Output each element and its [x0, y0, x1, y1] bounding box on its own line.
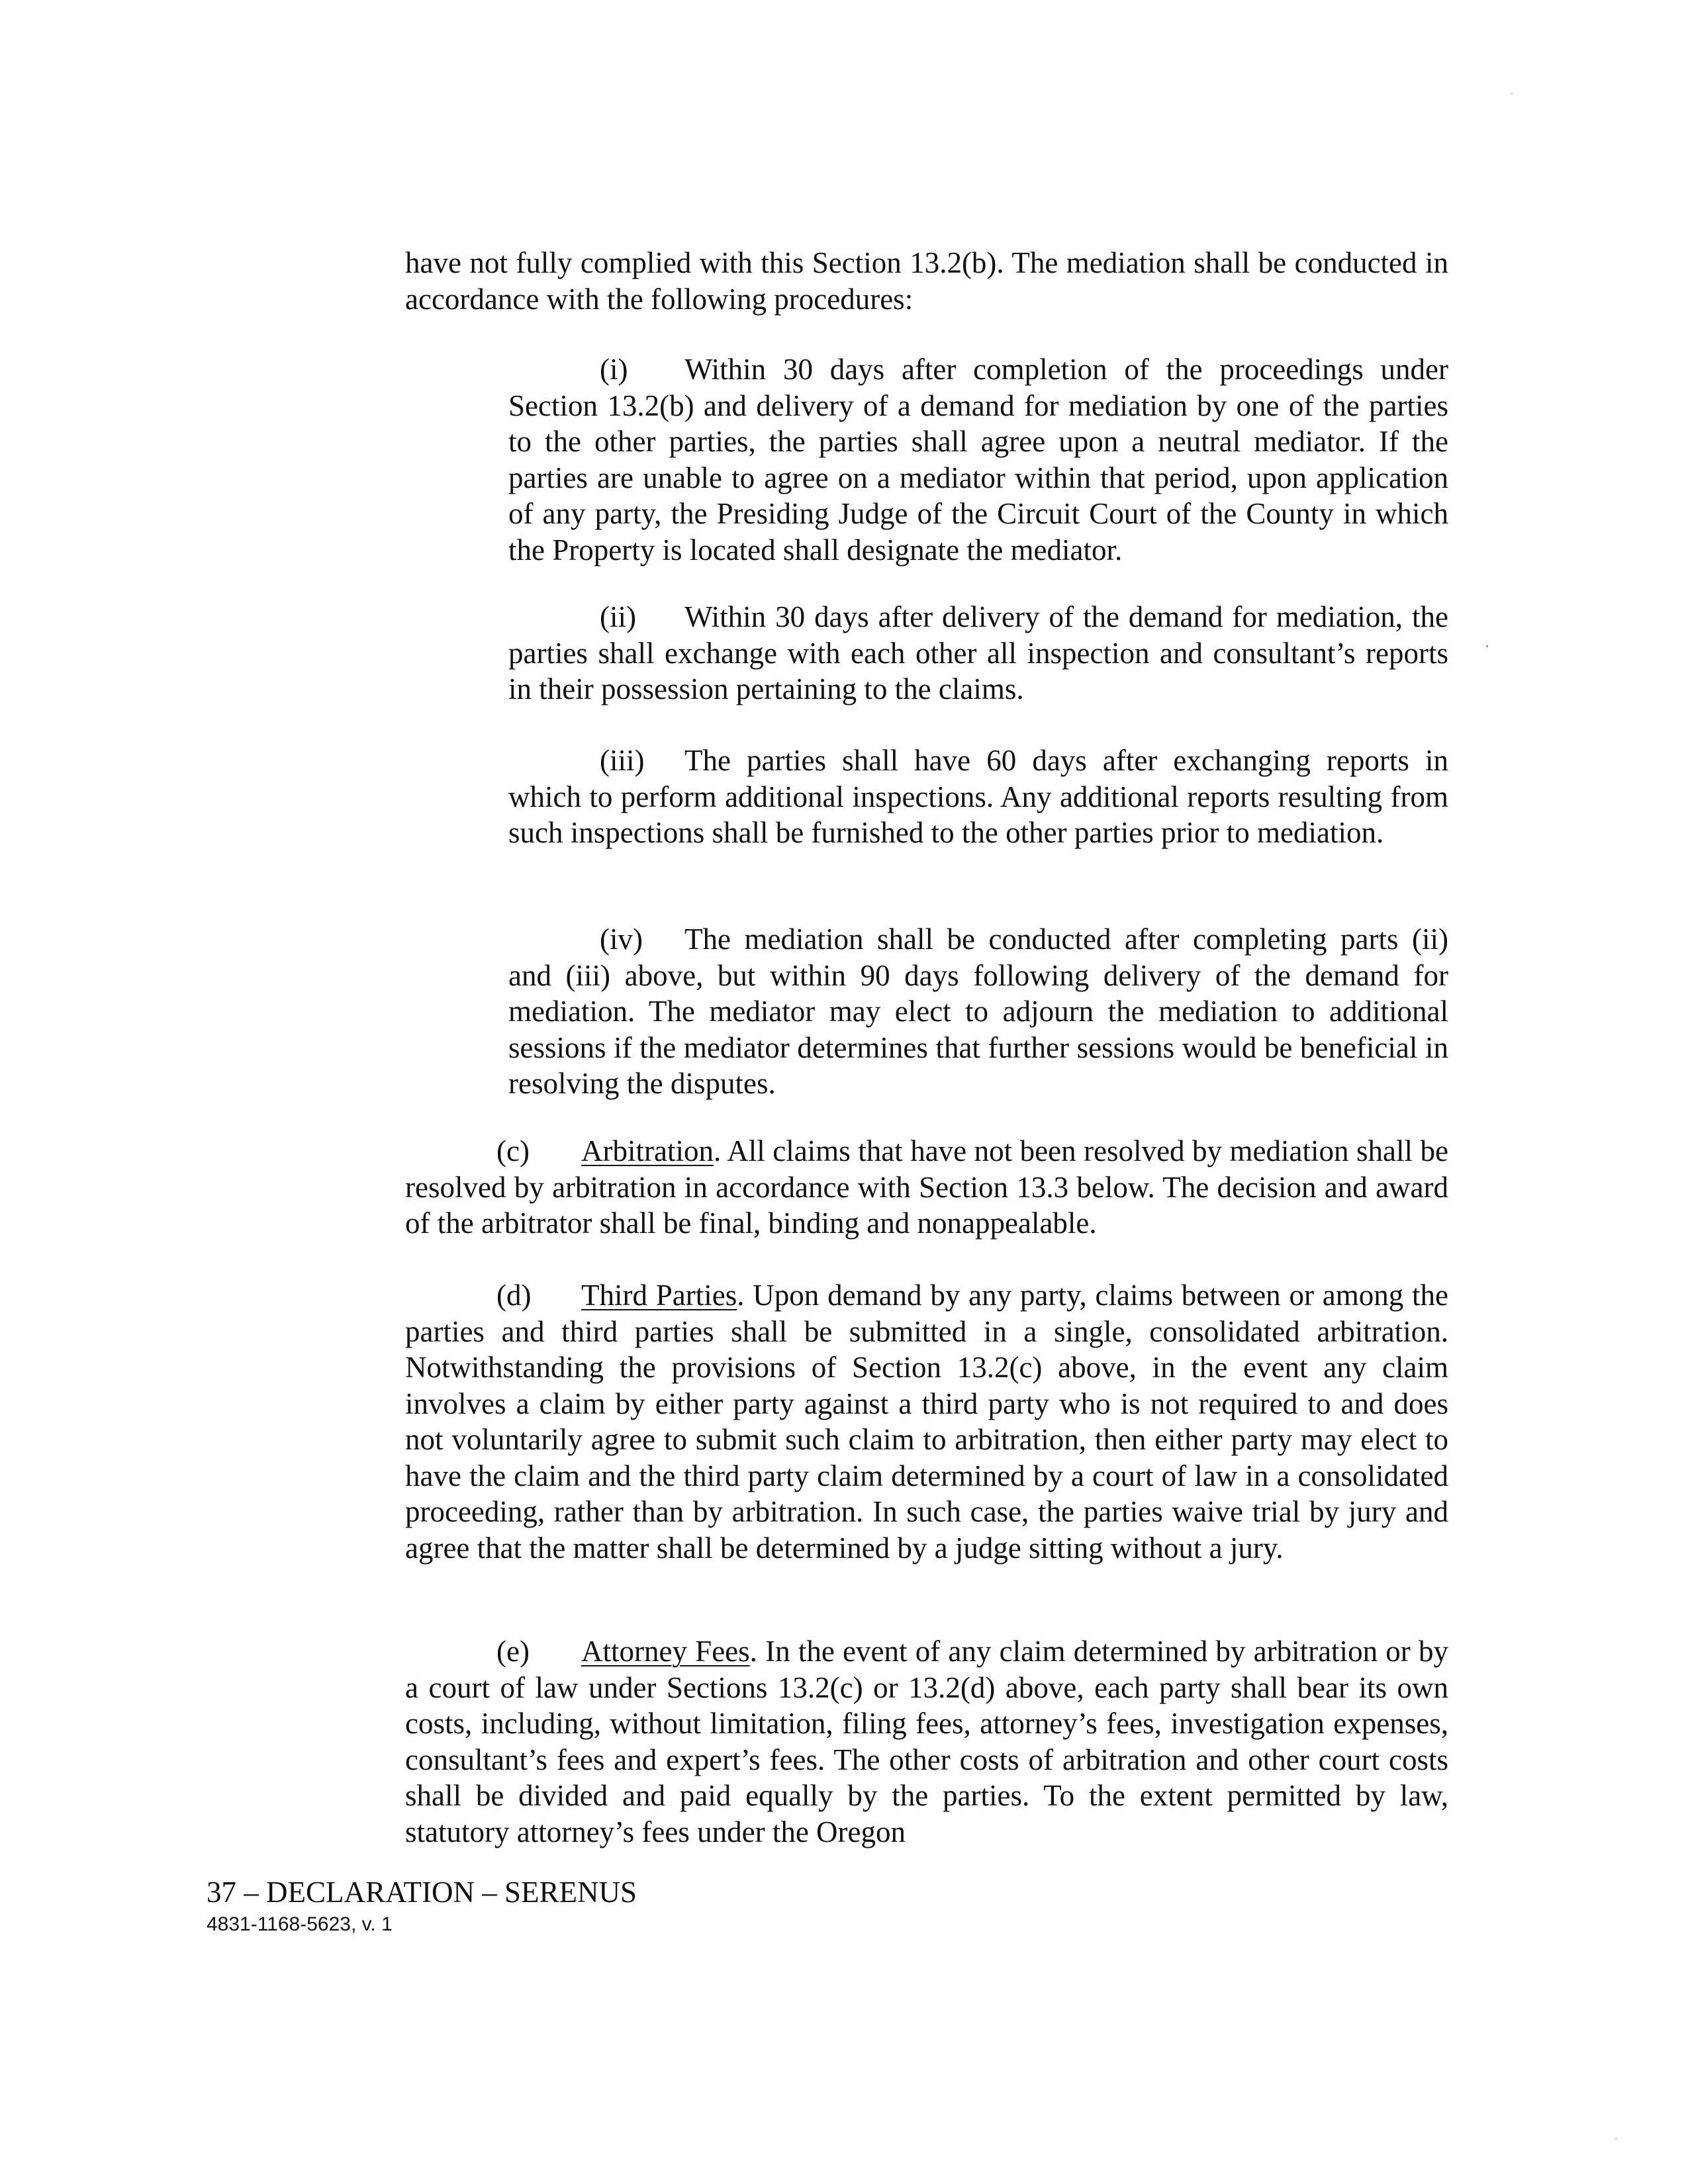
section-c-arbitration [405, 1133, 1448, 1242]
intro-paragraph [405, 245, 1448, 317]
procedure-number: (ii) [600, 600, 636, 633]
scan-speck [1511, 93, 1513, 95]
procedure-item-iii [508, 743, 1448, 851]
section-heading: Third Parties [581, 1279, 737, 1312]
intro-text: have not fully complied with this Section 13.2(b). The mediation shall be conducted in accordance with the following procedures: [405, 246, 1448, 316]
section-heading: Arbitration [581, 1134, 714, 1167]
footer-page-title: 37 – DECLARATION – SERENUS [207, 1876, 637, 1909]
section-number: (d) [496, 1279, 532, 1312]
procedure-text: Within 30 days after completion of the proceedings under Section 13.2(b) and delivery of a demand for mediation by one of the parties to the other parties, the parties shall agree upon a neutral mediator. If the parties are unable to agree on a mediator within that period, upon application of any party, the Presiding Judge of the Circuit Court of the County in which the Property is located shall designate the mediator. [508, 353, 1448, 567]
procedure-text: The mediation shall be conducted after completing parts (ii) and (iii) above, but within 90 days following delivery of the demand for mediation. The mediator may elect to adjourn the mediation to additional sessions if the mediator determines that further sessions would be beneficial in resolving the disputes. [508, 923, 1448, 1100]
section-text: . Upon demand by any party, claims between or among the parties and third parties shall be submitted in a single, consolidated arbitration. Notwithstanding the provisions of Section 13.2(c) above, in the event any claim involves a claim by either party against a third party who is not required to and does not voluntarily agree to submit such claim to arbitration, then either party may elect to have the claim and the third party claim determined by a court of law in a consolidated proceeding, rather than by arbitration. In such case, the parties waive trial by jury and agree that the matter shall be determined by a judge sitting without a jury. [405, 1279, 1448, 1565]
procedure-item-ii [508, 599, 1448, 707]
section-heading: Attorney Fees [581, 1635, 750, 1668]
scan-speck [1615, 2138, 1617, 2140]
footer-document-id: 4831-1168-5623, v. 1 [207, 1913, 393, 1935]
procedure-number: (iv) [600, 923, 643, 956]
section-e-attorney-fees [405, 1633, 1448, 1850]
procedure-number: (iii) [600, 744, 645, 777]
section-text: . All claims that have not been resolved by mediation shall be resolved by arbitration in accordance with Section 13.3 below. The decision and award of the arbitrator shall be final, binding and nonappealable. [405, 1134, 1448, 1240]
section-d-third-parties [405, 1277, 1448, 1566]
scan-speck [1486, 645, 1488, 647]
procedure-text: Within 30 days after delivery of the demand for mediation, the parties shall exchange with each other all inspection and consultant’s reports in their possession pertaining to the claims. [508, 600, 1448, 705]
procedure-text: The parties shall have 60 days after exchanging reports in which to perform additional inspections. Any additional reports resulting from such inspections shall be furnished to the other parties prior to mediation. [508, 744, 1448, 849]
section-number: (c) [496, 1134, 530, 1167]
procedure-item-i [508, 351, 1448, 568]
procedure-item-iv [508, 921, 1448, 1102]
section-text: . In the event of any claim determined by arbitration or by a court of law under Sections 13.2(c) or 13.2(d) above, each party shall bear its own costs, including, without limitation, filing fees, attorney’s fees, investigation expenses, consultant’s fees and expert’s fees. The other costs of arbitration and other court costs shall be divided and paid equally by the parties. To the extent permitted by law, statutory attorney’s fees under the Oregon [405, 1635, 1448, 1848]
section-number: (e) [496, 1635, 530, 1668]
procedure-number: (i) [600, 353, 628, 386]
